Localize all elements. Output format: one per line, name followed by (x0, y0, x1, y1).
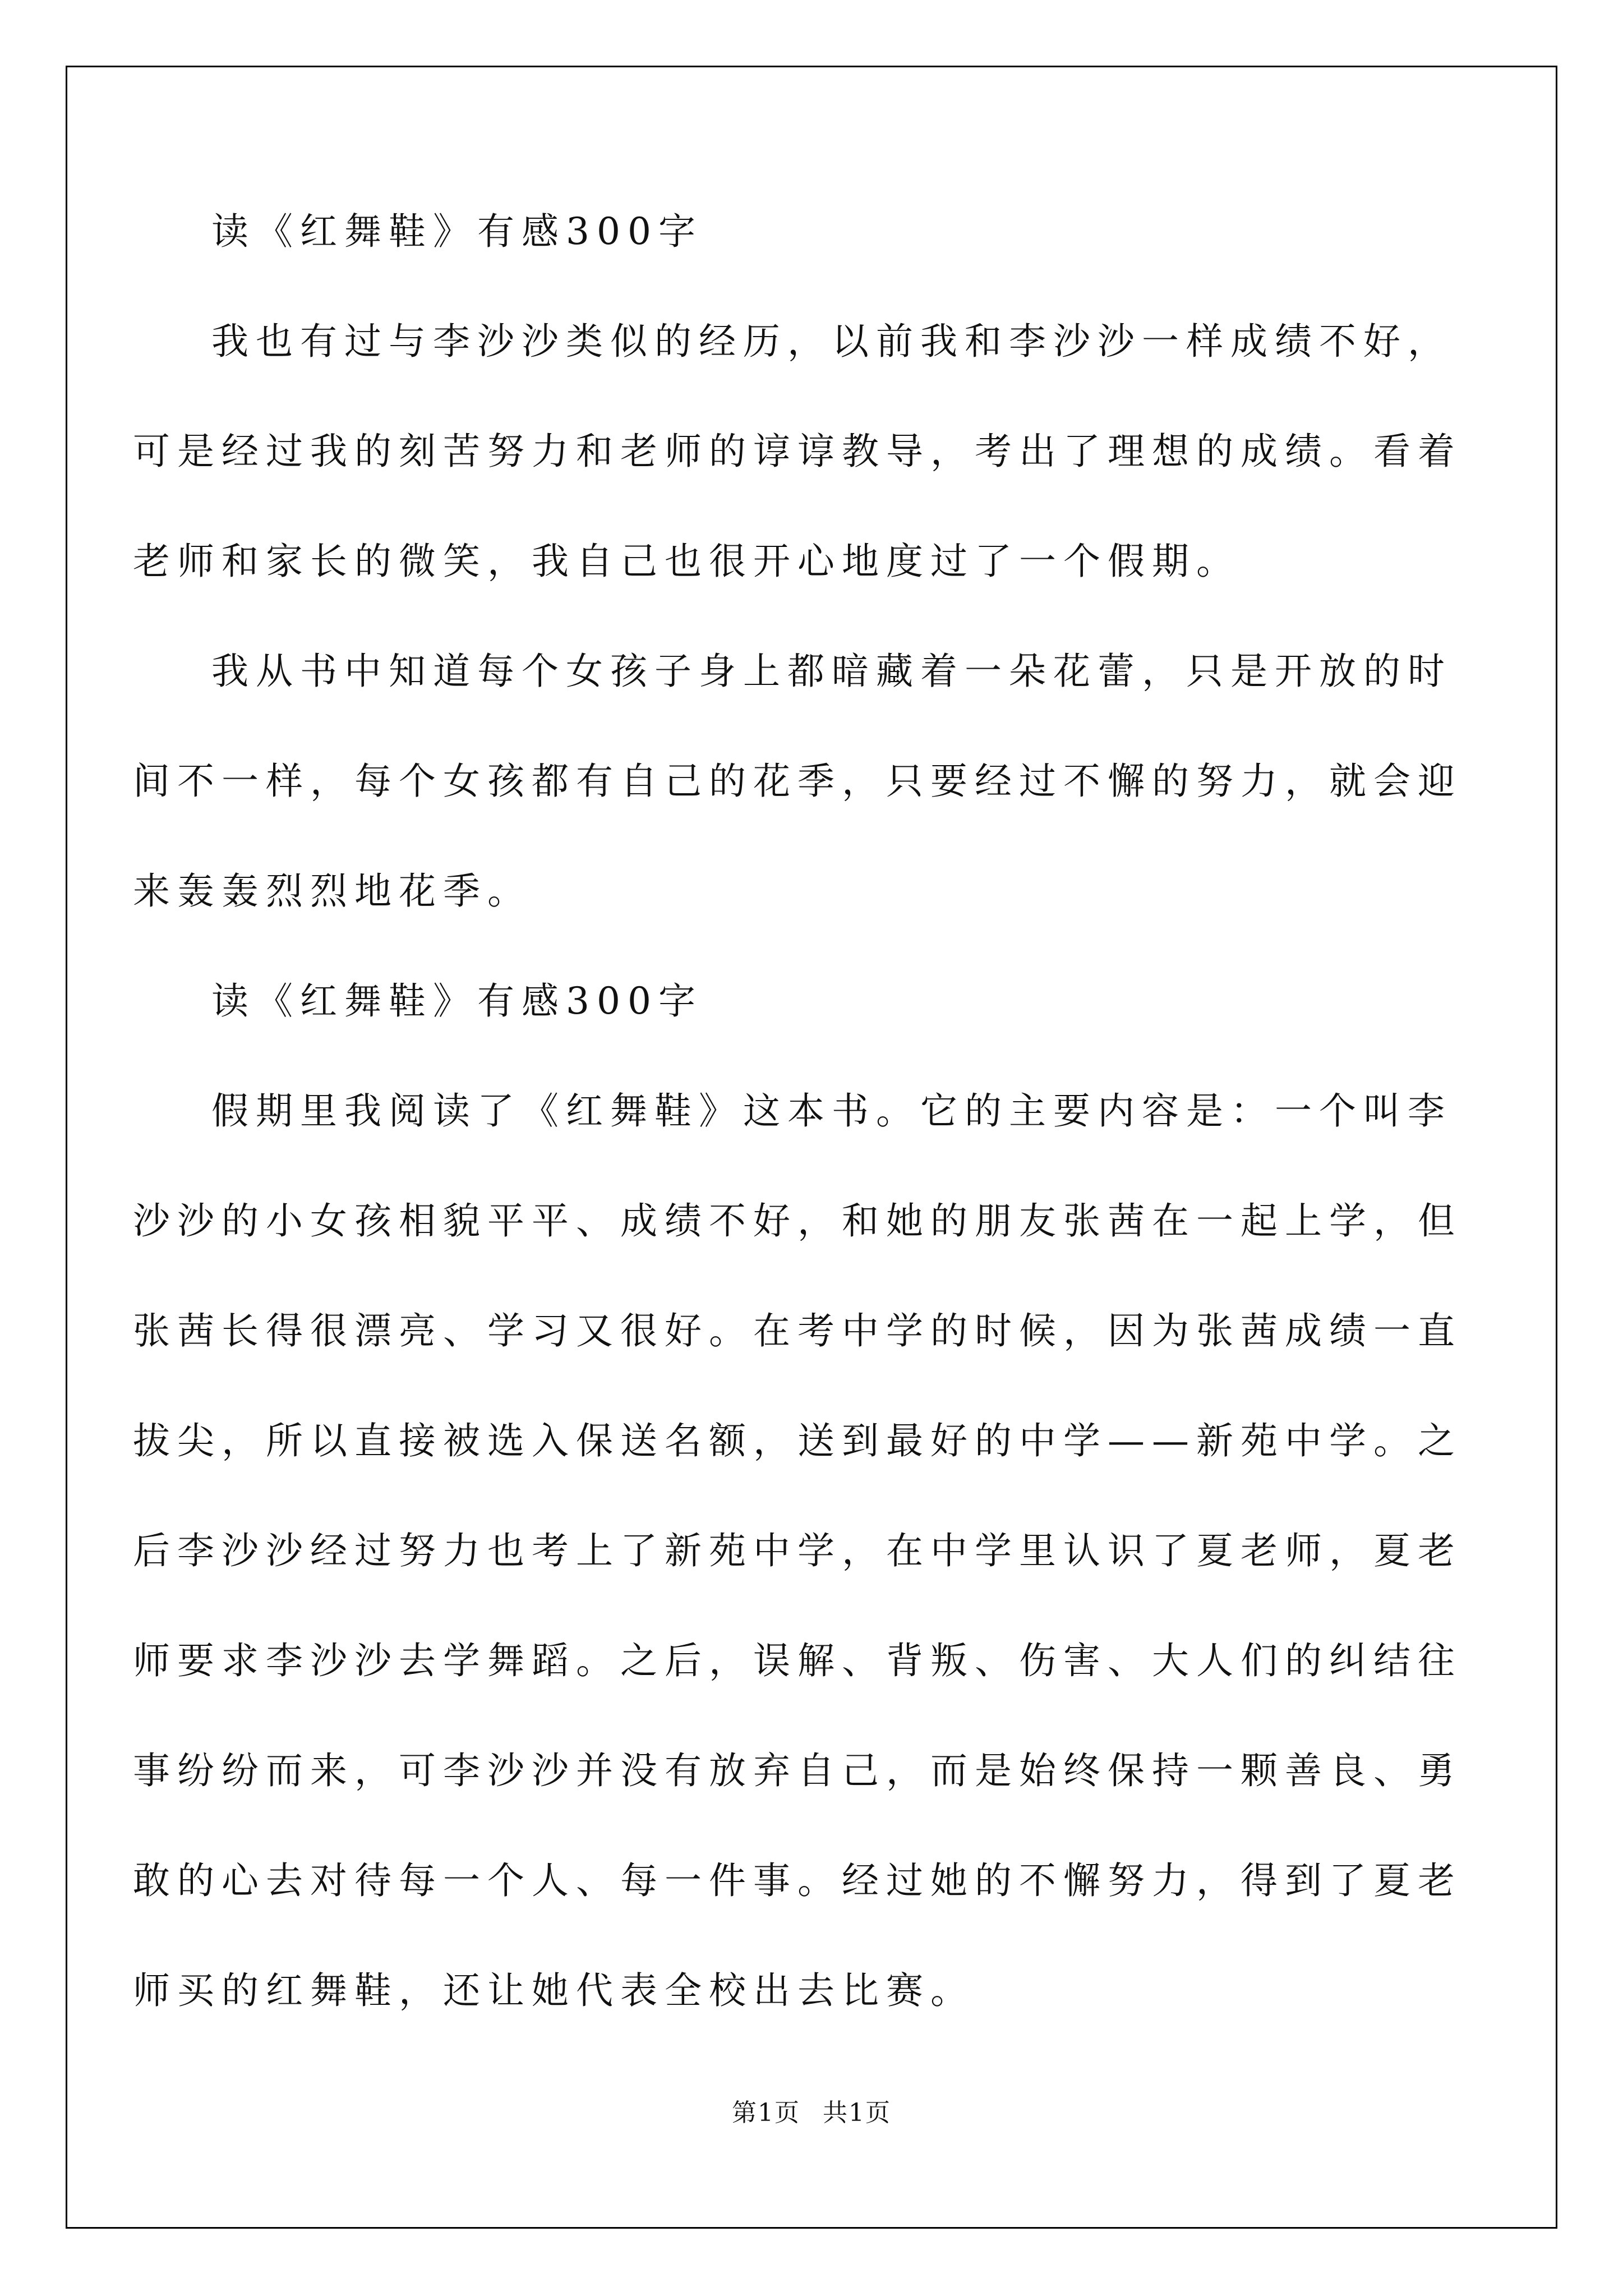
paragraph-line: 师买的红舞鞋，还让她代表全校出去比赛。 (133, 1969, 975, 2012)
paragraph-line: 敢的心去对待每一个人、每一件事。经过她的不懈努力，得到了夏老 (133, 1859, 1462, 1902)
paragraph-line: 事纷纷而来，可李沙沙并没有放弃自己，而是始终保持一颗善良、勇 (133, 1749, 1462, 1792)
paragraph-line: 我从书中知道每个女孩子身上都暗藏着一朵花蕾，只是开放的时 (211, 650, 1452, 693)
paragraph-line: 假期里我阅读了《红舞鞋》这本书。它的主要内容是：一个叫李 (211, 1089, 1452, 1133)
essay-title: 读《红舞鞋》有感300字 (211, 979, 703, 1023)
paragraph (133, 650, 1490, 913)
paragraph-line: 间不一样，每个女孩都有自己的花季，只要经过不懈的努力，就会迎 (133, 760, 1462, 803)
paragraph-line: 后李沙沙经过努力也考上了新苑中学，在中学里认识了夏老师，夏老 (133, 1529, 1462, 1572)
paragraph-line: 我也有过与李沙沙类似的经历，以前我和李沙沙一样成绩不好， (211, 320, 1452, 363)
page-footer (0, 2101, 1623, 2125)
paragraph-line: 张茜长得很漂亮、学习又很好。在考中学的时候，因为张茜成绩一直 (133, 1309, 1462, 1352)
essay-title: 读《红舞鞋》有感300字 (211, 210, 703, 253)
page-total: 共1页 (823, 2099, 891, 2127)
document-body (133, 210, 1490, 2082)
paragraph-line: 来轰轰烈烈地花季。 (133, 869, 532, 913)
paragraph-line: 可是经过我的刻苦努力和老师的谆谆教导，考出了理想的成绩。看着 (133, 430, 1462, 473)
paragraph-line: 拔尖，所以直接被选入保送名额，送到最好的中学——新苑中学。之 (133, 1419, 1462, 1462)
paragraph-line: 沙沙的小女孩相貌平平、成绩不好，和她的朋友张茜在一起上学，但 (133, 1199, 1462, 1243)
paragraph-line: 师要求李沙沙去学舞蹈。之后，误解、背叛、伤害、大人们的纠结往 (133, 1639, 1462, 1682)
page-number: 第1页 (732, 2099, 800, 2127)
paragraph (133, 320, 1490, 583)
paragraph (133, 1089, 1490, 2012)
paragraph-line: 老师和家长的微笑，我自己也很开心地度过了一个假期。 (133, 540, 1241, 583)
